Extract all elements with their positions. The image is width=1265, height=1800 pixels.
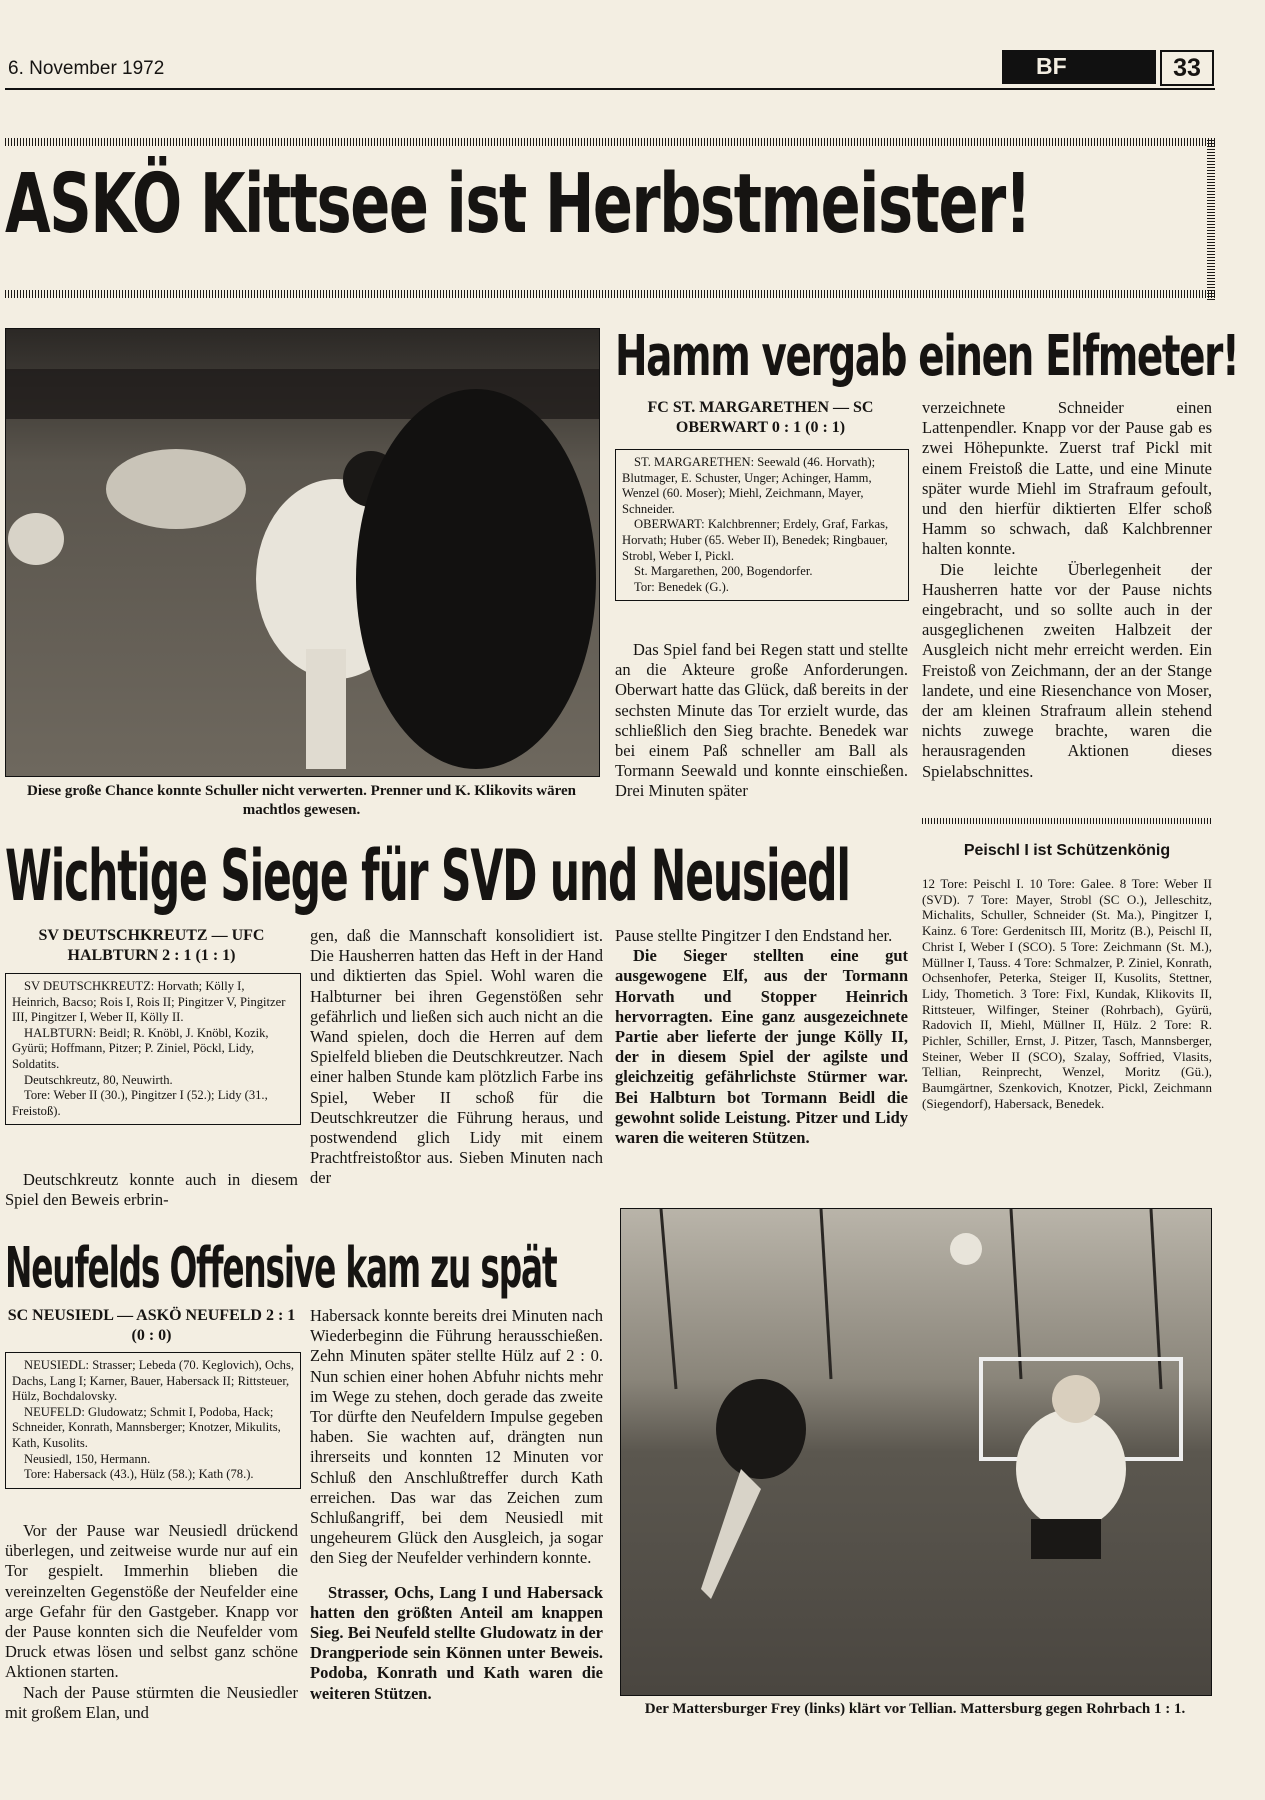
body-paragraph: Vor der Pause war Neusiedl drückend überlegen, und zeitweise wurde nur auf ein Tor gespielt. Immerhin blieben die vereinzelten Gegenstöße der Neufelder eine arge Gefahr für den Gastgeber. Knapp vor der Pause konnten sich die Neufelder vom Druck etwas lösen und selbst ganz schöne Aktionen starten. — [5, 1521, 298, 1682]
body-paragraph: Deutschkreutz konnte auch in diesem Spiel den Beweis erbrin- — [5, 1170, 298, 1210]
photo-1-image — [6, 329, 599, 776]
lineup-text: ST. MARGARETHEN: Seewald (46. Horvath); Blutmager, E. Schuster, Unger; Achinger, Hamm, Wenzel (60. Moser); Miehl, Zeichmann, Mayer, Schneider. — [622, 455, 876, 516]
article-2-subhead: SV DEUTSCHKREUTZ — UFC HALBTURN 2 : 1 (1 : 1) — [38, 927, 265, 964]
article-3-col-1 — [5, 1521, 298, 1723]
sidebar-rule — [922, 818, 1212, 824]
lineup-text: OBERWART: Kalchbrenner; Erdely, Graf, Farkas, Horvath; Huber (65. Weber II), Benedek; Ringbauer, Strobl, Weber I, Pickl. — [622, 517, 889, 563]
main-headline: ASKÖ Kittsee ist Herbstmeister! — [5, 157, 1031, 252]
match-photo-2 — [620, 1208, 1212, 1696]
article-2-headline: Wichtige Siege für SVD und Neusiedl — [5, 835, 850, 917]
article-2-col-2 — [310, 926, 603, 1189]
body-paragraph: Die leichte Überlegenheit der Hausherren hatte vor der Pause nichts eingebracht, und so sollte auch in der ausgeglichenen zweiten Halbzeit der Ausgleich nicht mehr erreicht werden. Ein Freistoß von Zeichmann, der an der Stange landete, und eine Riesenchance von Moser, der am kleinen Strafraum allein stehend nichts zuwege brachte, waren die herausragenden Aktionen dieses Spielabschnittes. — [922, 559, 1212, 781]
article-1-col-2 — [922, 398, 1212, 782]
lineup-text: HALBTURN: Beidl; R. Knöbl, J. Knöbl, Kozik, Gyürü; Hoffmann, Pitzer; P. Ziniel, Pöckl, Lidy, Soldatits. — [12, 1025, 269, 1071]
body-paragraph: Das Spiel fand bei Regen statt und stellte an die Akteure große Anforderungen. Oberwart hatte das Glück, daß bereits in der sechsten Minute das Tor erzielt wurde, das schließlich den Sieg brachte. Benedek war bei einem Paß schneller am Ball als Tormann Seewald und konnte einschießen. Drei Minuten später — [615, 640, 908, 801]
body-paragraph: verzeichnete Schneider einen Lattenpendler. Knapp vor der Pause gab es zwei Höhepunkte. Zuerst traf Pickl mit einem Freistoß die Latte, und eine Minute später wurde Miehl im Strafraum gefoult, und den hierfür diktierten Elfer schoß Hamm so schwach, daß Kalchbrenner halten konnte. — [922, 398, 1212, 559]
match-photo-1 — [5, 328, 600, 777]
photo-2-caption: Der Mattersburger Frey (links) klärt vor Tellian. Mattersburg gegen Rohrbach 1 : 1. — [644, 1701, 1186, 1717]
header-rule — [5, 88, 1215, 90]
body-paragraph: Nach der Pause stürmten die Neusiedler mit großem Elan, und — [5, 1682, 298, 1722]
headline-bottom-rule — [5, 290, 1215, 298]
article-3-col-2 — [310, 1306, 603, 1704]
article-3-subhead: SC NEUSIEDL — ASKÖ NEUFELD 2 : 1 (0 : 0) — [7, 1307, 296, 1344]
page-number: 33 — [1160, 50, 1214, 86]
article-2-lineup — [5, 973, 301, 1125]
brand-label: BF — [1036, 53, 1067, 79]
headline-top-rule — [5, 138, 1215, 146]
body-paragraph: Pause stellte Pingitzer I den Endstand her. — [615, 926, 893, 945]
body-paragraph-bold: Die Sieger stellten eine gut ausgewogene Elf, aus der Tormann Horvath und Stopper Heinrich hervorragten. Eine ganz ausgezeichnete Partie aber lieferte der junge Kölly II, der in diesem Spiel der agilste und gleichzeitig gefährlichste Stürmer war. Bei Halbturn bot Tormann Beidl die gewohnt solide Leistung. Pitzer und Lidy waren die weiteren Stützen. — [615, 946, 908, 1148]
sidebar-text: 12 Tore: Peischl I. 10 Tore: Galee. 8 Tore: Weber II (SVD). 7 Tore: Mayer, Strobl (SC O.), Jelleschitz, Michalits, Schuller, Schneider (St. Ma.), Pingitzer I, Kainz. 6 Tore: Gerdenitsch III, Moritz (B.), Peischl II, Christ I, Weber I (SCO). 5 Tore: Zeichmann (St. M.), Müllner I, Tauss. 4 Tore: Schmalzer, P. Ziniel, Konrath, Ochsenhofer, Peterka, Steiger II, Kusolits, Stettner, Lidy, Thometich. 3 Tore: Fixl, Kundak, Klikovits II, Rittsteuer, Wilfinger, Steiner (Rohrbach), Gyürü, Radovich II, Miehl, Müllner II, Hülz. 2 Tore: R. Pichler, Schiller, Ernst, J. Pitzer, Tasch, Mannsberger, Steiner, Weber II (SCO), Szalay, Soffried, Vlasits, Tellian, Reinprecht, Wenzel, Moritz (Gü.), Baumgärtner, Szenkovich, Knotzer, Pickl, Zeichmann (Siegendorf), Habersack, Benedek. — [922, 876, 1212, 1111]
issue-date: 6. November 1972 — [8, 58, 165, 79]
article-3-lineup — [5, 1352, 301, 1489]
body-paragraph: Habersack konnte bereits drei Minuten nach Wiederbeginn die Führung herausschießen. Zehn Minuten später stellte Hülz auf 2 : 0. Nun schien einer hohen Abfuhr nichts mehr im Wege zu stehen, doch gerade das zweite Tor dürfte den Neufeldern Impulse gegeben haben. Sie wachten auf, drängten nun ihrerseits und konnten 12 Minuten vor Schluß den Anschlußtreffer durch Kath erreichen. Das war das Zeichen zum Schlußangriff, bei dem Neusiedl mit ungeheurem Glück den Ausgleich, ja sogar den Sieg der Neufelder verhindern konnte. — [310, 1306, 603, 1568]
body-paragraph: gen, daß die Mannschaft konsolidiert ist. Die Hausherren hatten das Heft in der Hand und diktierten das Spiel. Wohl waren die Halbturner bei ihren Gegenstößen sehr gefährlich und ließen sich auch nicht an die Wand spielen, doch die Herren auf dem Spielfeld blieben die Deutschkreutzer. Nach einer halben Stunde kam plötzlich Farbe ins Spiel, Weber II schoß für die Deutschkreutzer die Führung heraus, und postwendend glich Lidy mit einem Prachtfreistoßtor aus. Sieben Minuten nach der — [310, 926, 603, 1188]
article-1-lineup — [615, 449, 909, 601]
lineup-text: Tore: Habersack (43.), Hülz (58.); Kath (78.). — [24, 1467, 254, 1482]
lineup-text: NEUSIEDL: Strasser; Lebeda (70. Keglovich), Ochs, Dachs, Lang I; Karner, Bauer, Habersack II; Rittsteuer, Hülz, Bochdalovsky. — [12, 1358, 294, 1404]
article-2-col-1 — [5, 1170, 298, 1210]
headline-right-rule — [1207, 140, 1215, 300]
article-2-col-3 — [615, 926, 908, 1148]
lineup-text: Tor: Benedek (G.). — [634, 579, 729, 594]
lineup-text: Deutschkreutz, 80, Neuwirth. — [24, 1072, 173, 1087]
lineup-text: St. Margarethen, 200, Bogendorfer. — [634, 564, 813, 579]
sidebar-title: Peischl I ist Schützenkönig — [963, 842, 1171, 859]
photo-1-caption: Diese große Chance konnte Schuller nicht verwerten. Prenner und K. Klikovits wären machtlos gewesen. — [26, 783, 577, 818]
article-1-subhead: FC ST. MARGARETHEN — SC OBERWART 0 : 1 (0 : 1) — [647, 399, 874, 436]
article-1-headline: Hamm vergab einen Elfmeter! — [615, 324, 1239, 389]
lineup-text: Neusiedl, 150, Hermann. — [24, 1451, 151, 1466]
photo-2-image — [621, 1209, 1211, 1695]
article-3-headline: Neufelds Offensive kam zu spät — [5, 1236, 557, 1301]
lineup-text: NEUFELD: Gludowatz; Schmit I, Podoba, Hack; Schneider, Konrath, Mannsberger; Knotzer, Mikulits, Kath, Kusolits. — [12, 1404, 281, 1450]
lineup-text: Tore: Weber II (30.), Pingitzer I (52.); Lidy (31., Freistoß). — [12, 1088, 268, 1118]
lineup-text: SV DEUTSCHKREUTZ: Horvath; Kölly I, Heinrich, Bacso; Rois I, Rois II; Pingitzer V, Pingitzer III, Pingitzer I, Weber II, Kölly II. — [12, 979, 286, 1025]
brand-logo — [1002, 50, 1156, 84]
article-1-col-1 — [615, 640, 908, 802]
body-paragraph-bold: Strasser, Ochs, Lang I und Habersack hatten den größten Anteil am knappen Sieg. Bei Neufeld stellte Gludowatz in der Drangperiode sein Können unter Beweis. Podoba, Konrath und Kath waren die weiteren Stützen. — [310, 1582, 603, 1703]
